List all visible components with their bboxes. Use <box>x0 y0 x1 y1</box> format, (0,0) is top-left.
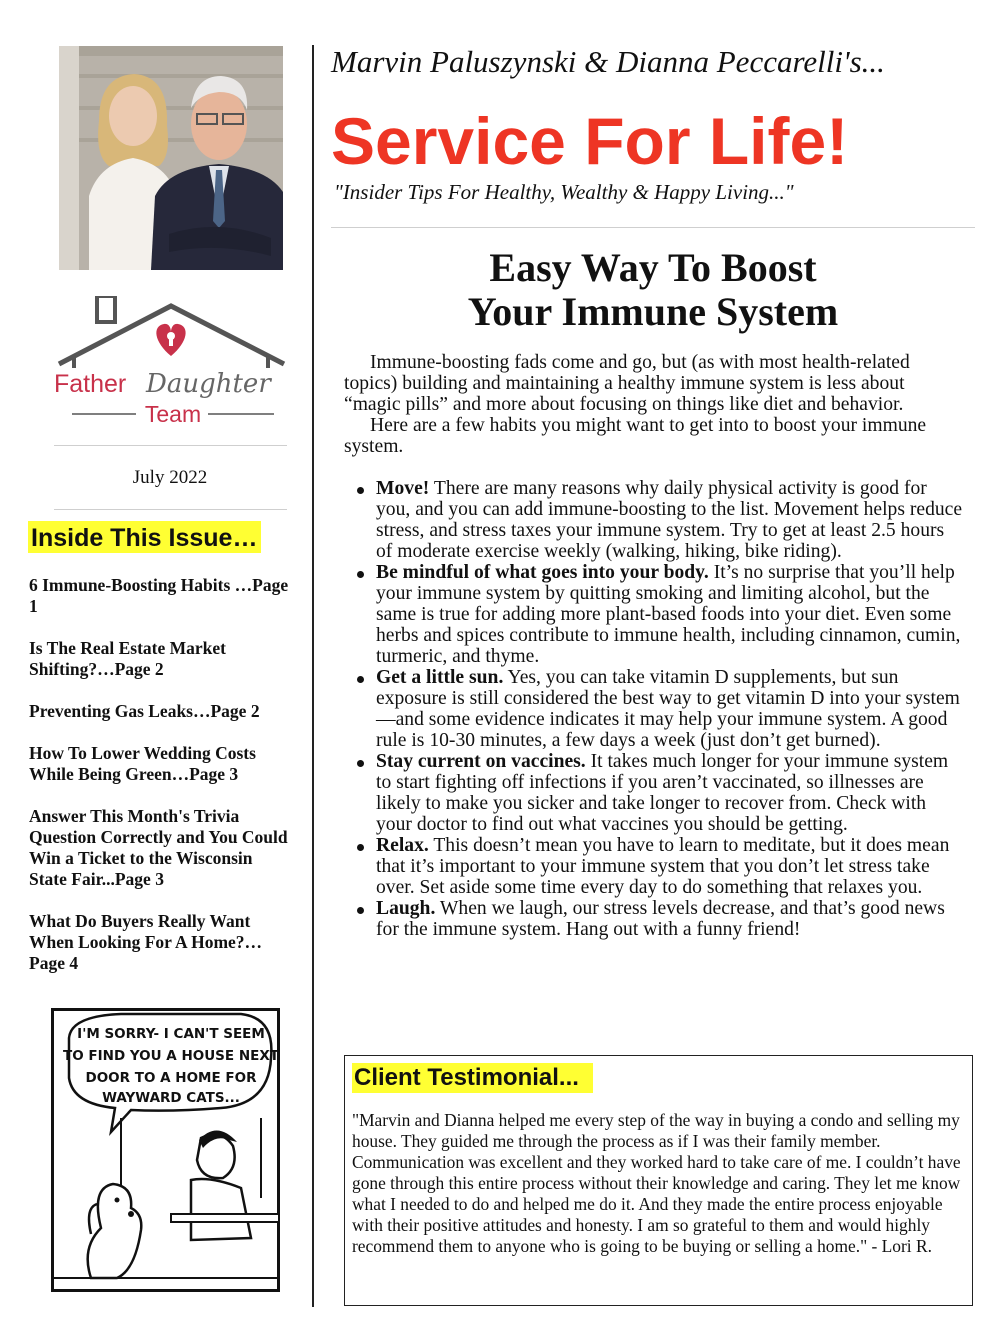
habit-item <box>344 667 964 751</box>
testimonial-heading: Client Testimonial... <box>352 1063 593 1093</box>
bullet-icon <box>357 676 364 683</box>
toc-item-3[interactable]: Preventing Gas Leaks…Page 2 <box>29 701 260 721</box>
newsletter-tagline: "Insider Tips For Healthy, Wealthy & Happy Living..." <box>334 180 794 204</box>
bullet-icon <box>357 760 364 767</box>
logo-team-text: Team <box>144 401 202 427</box>
habit-lead: Get a little sun. <box>376 667 504 688</box>
article-intro <box>344 352 964 457</box>
habit-lead: Laugh. <box>376 898 436 919</box>
sidebar-divider-1 <box>54 445 287 446</box>
habit-text: Yes, you can take vitamin D supplements, but sun exposure is still considered the best way to get vitamin D into your system—and some evidence indicates it may help your immune system. A good rule is 10-30 minutes, a few days a week (just don’t get burned). <box>376 667 960 751</box>
habit-lead: Relax. <box>376 835 429 856</box>
bullet-icon <box>357 907 364 914</box>
issue-date: July 2022 <box>132 467 208 488</box>
habit-item <box>344 898 964 940</box>
habit-list <box>344 478 964 940</box>
comic-line-2: TO FIND YOU A HOUSE NEXT <box>63 1048 279 1064</box>
habit-text: When we laugh, our stress levels decrease, and that’s good news for the immune system. Hang out with a funny friend! <box>376 898 945 940</box>
toc-item-2[interactable]: Is The Real Estate Market Shifting?…Page 2 <box>29 638 227 679</box>
habit-item <box>344 835 964 898</box>
header-divider <box>331 227 975 228</box>
toc-item-1[interactable]: 6 Immune-Boosting Habits …Page 1 <box>29 575 289 616</box>
headline-line-2: Your Immune System <box>467 289 839 334</box>
newsletter-authors: Marvin Paluszynski & Dianna Peccarelli's... <box>331 44 885 79</box>
logo-father-text: Father <box>54 370 127 398</box>
habit-item <box>344 562 964 667</box>
habit-lead: Be mindful of what goes into your body. <box>376 562 709 583</box>
toc-item-6[interactable]: What Do Buyers Really Want When Looking For A Home?…Page 4 <box>29 911 263 973</box>
inside-issue-heading: Inside This Issue… <box>28 521 261 553</box>
habit-text: This doesn’t mean you have to learn to meditate, but it does mean that it’s important to your immune system that you don’t let stress take over. Set aside some time every day to do something that relaxes you. <box>376 835 950 898</box>
agents-photo <box>59 46 283 270</box>
sidebar-divider-2 <box>54 509 287 510</box>
bullet-icon <box>357 487 364 494</box>
testimonial-box <box>344 1055 973 1306</box>
toc-item-5[interactable]: Answer This Month's Trivia Question Correctly and You Could Win a Ticket to the Wisconsin State Fair...Page 3 <box>29 806 288 889</box>
intro-paragraph-2: Here are a few habits you might want to get into to boost your immune system. <box>344 415 927 457</box>
habit-item <box>344 751 964 835</box>
habit-lead: Move! <box>376 478 430 499</box>
bullet-icon <box>357 844 364 851</box>
habit-text: It takes much longer for your immune system to start fighting off infections if you aren’t vaccinated, so illnesses are likely to make you sicker and take longer to recover from. Check with your doctor to find out what vaccines you should be getting. <box>376 751 949 835</box>
father-daughter-team-logo <box>54 296 294 431</box>
logo-daughter-text: Daughter <box>146 369 271 399</box>
habit-text: It’s no surprise that you’ll help your immune system by quitting smoking and limiting alcohol, but the same is true for adding more plant-based foods into your diet. Even some herbs and spices contribute to immune health, including cinnamon, cumin, turmeric, and thyme. <box>376 562 961 667</box>
toc-item-4[interactable]: How To Lower Wedding Costs While Being Green…Page 3 <box>29 743 256 784</box>
headline-line-1: Easy Way To Boost <box>489 245 817 290</box>
comic-strip <box>51 1008 280 1292</box>
habit-text: There are many reasons why daily physical activity is good for you, and you can add immune-boosting to the list. Movement helps reduce stress, and stress taxes your immune system. Try to get at least 2.5 hours of moderate exercise weekly (walking, hiking, bike riding). <box>376 478 963 562</box>
newsletter-title: Service For Life! <box>331 104 849 178</box>
comic-line-4: WAYWARD CATS... <box>102 1090 240 1106</box>
testimonial-text: "Marvin and Dianna helped me every step of the way in buying a condo and selling my house. They guided me through the process as if I was their family member. Communication was excellent and they worked hard to take care of me. I couldn’t have gone through this entire process without their knowledge and caring. They let me know what I needed to do and helped me do it. And they made the entire process enjoyable with their positive attitudes and honesty. I am so grateful to them and would highly recommend them to anyone who is going to be buying or selling a home." - Lori R. <box>352 1110 961 1256</box>
bullet-icon <box>357 571 364 578</box>
intro-paragraph-1: Immune-boosting fads come and go, but (as with most health-related topics) building and maintaining a healthy immune system is less about “magic pills” and more about focusing on things like diet and behavior. <box>344 352 910 415</box>
article-headline <box>331 246 975 334</box>
comic-line-1: I'M SORRY- I CAN'T SEEM <box>77 1026 265 1042</box>
column-divider <box>312 45 314 1307</box>
comic-line-3: DOOR TO A HOME FOR <box>85 1070 257 1086</box>
habit-lead: Stay current on vaccines. <box>376 751 586 772</box>
habit-item <box>344 478 964 562</box>
